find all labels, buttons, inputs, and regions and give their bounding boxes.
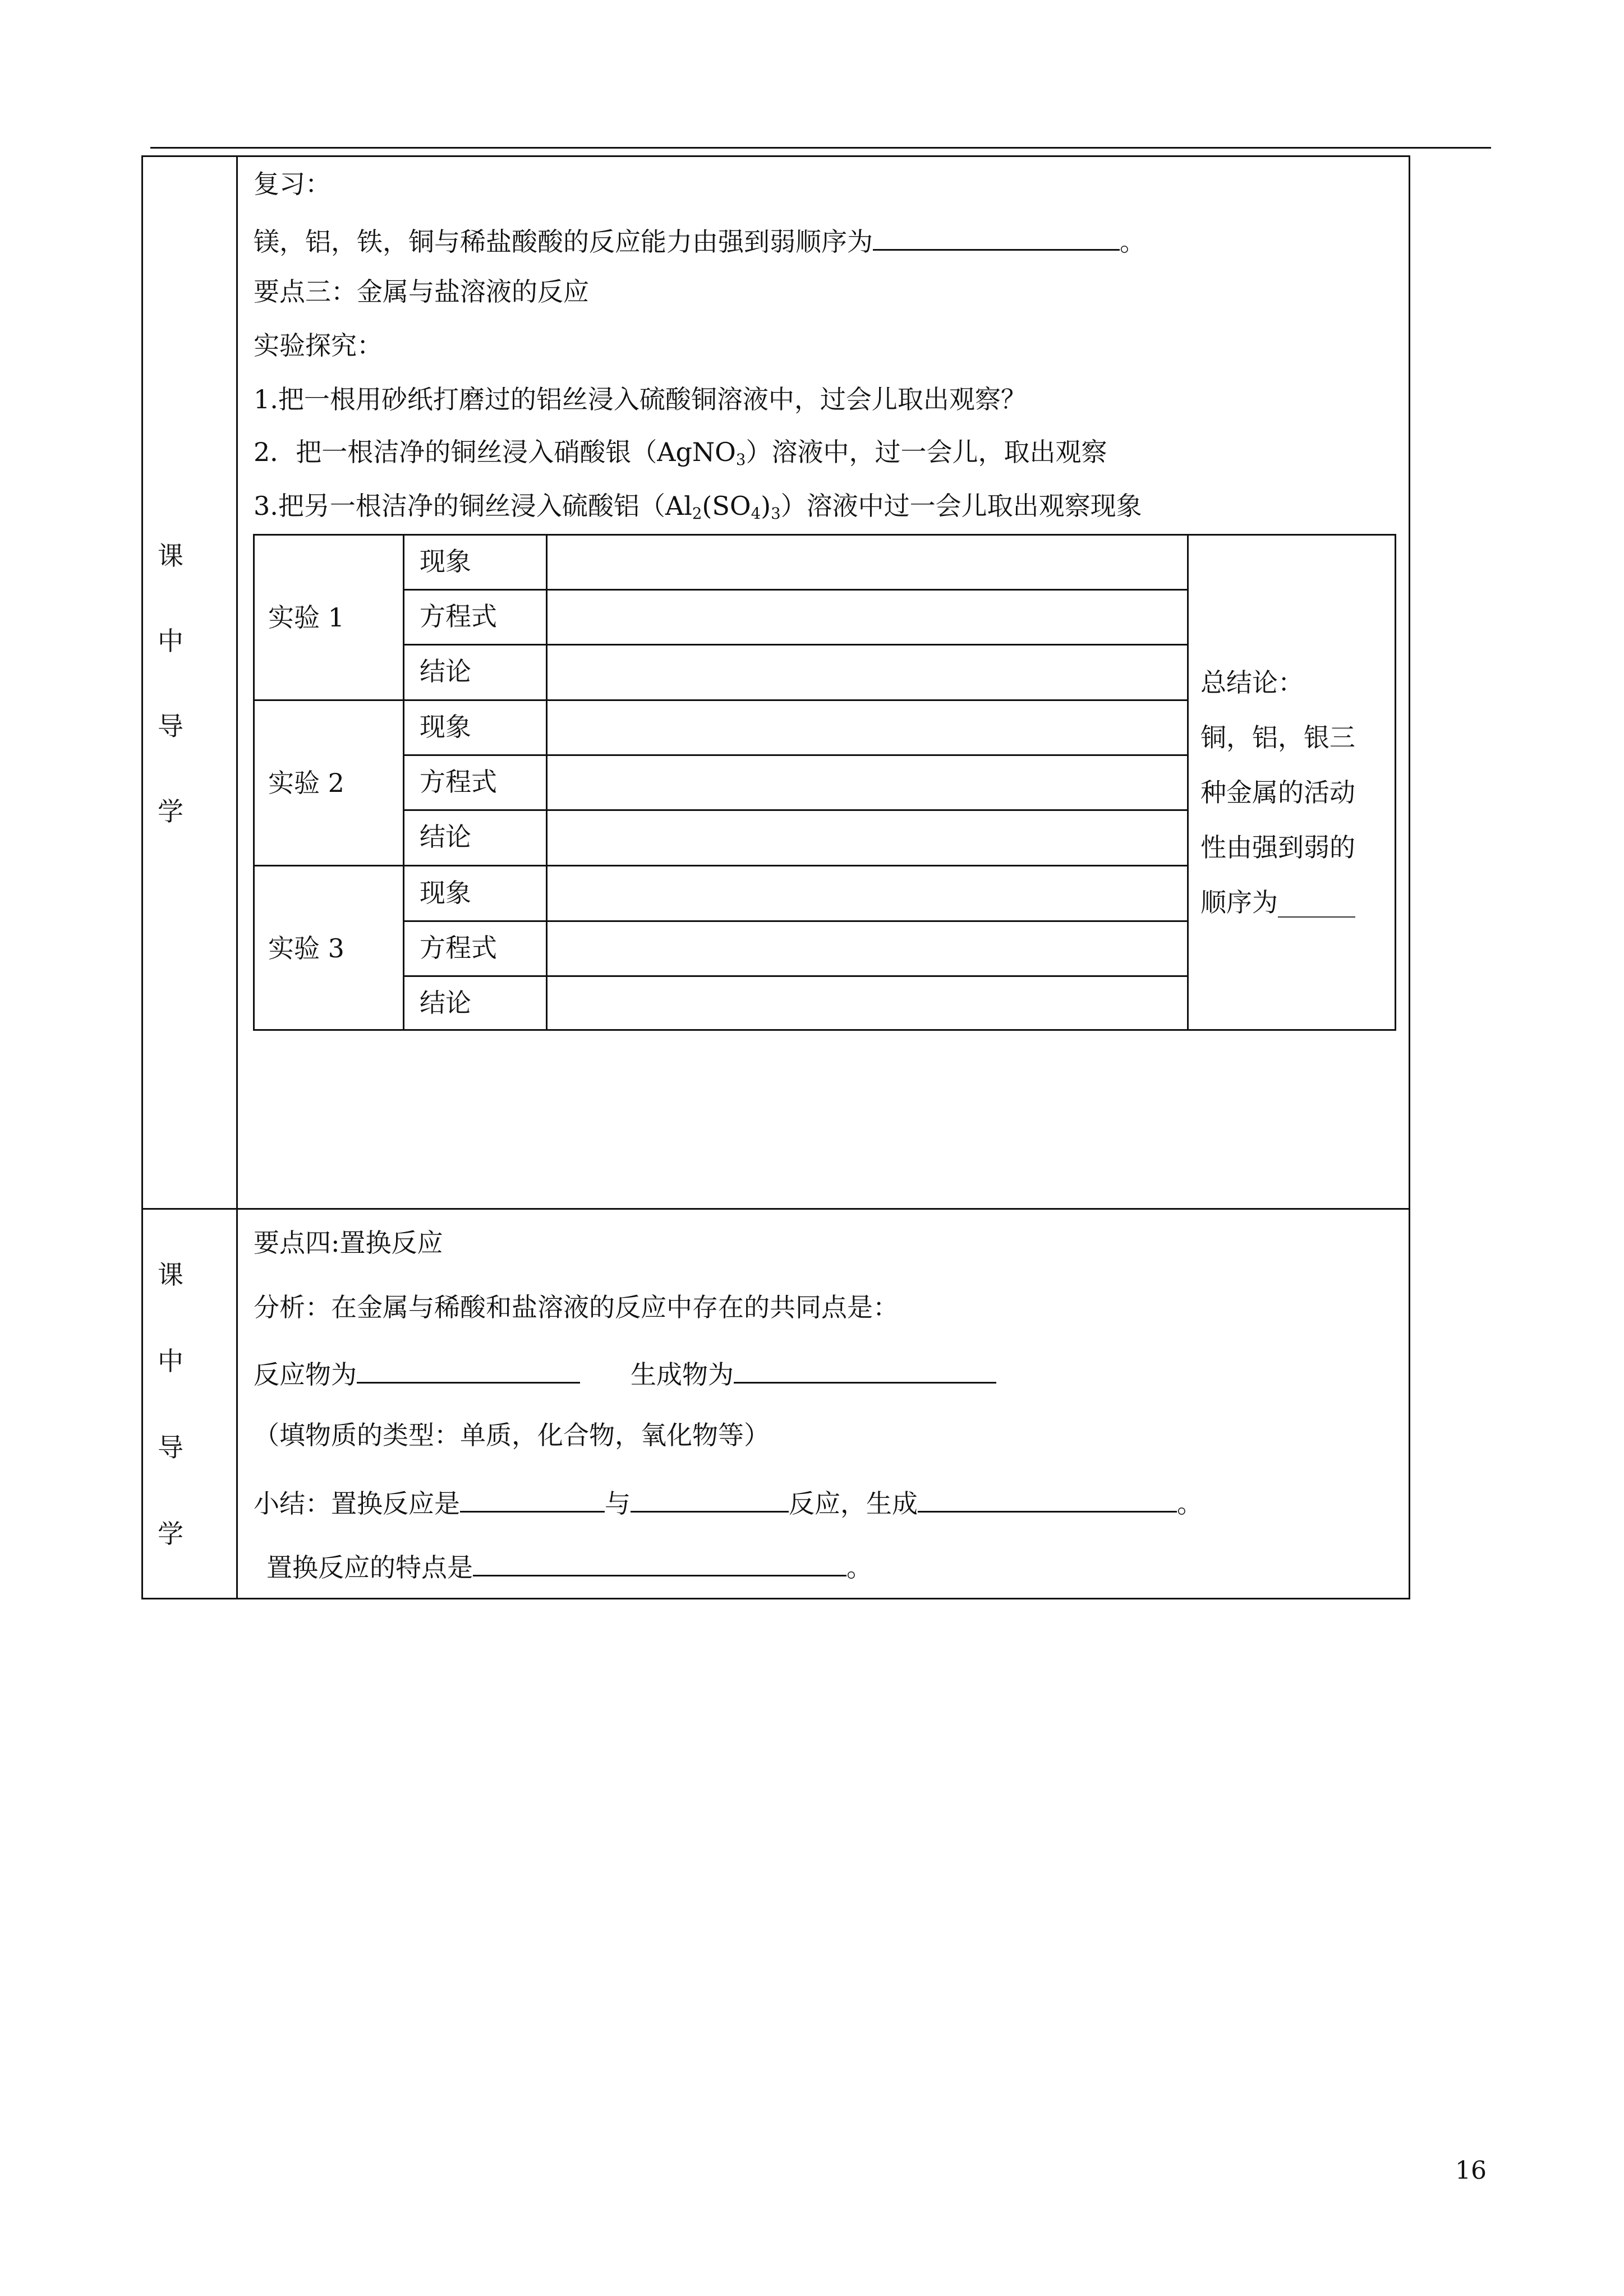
- step-3-sub-1: 2: [692, 504, 702, 523]
- step-3-mid-2: ): [761, 491, 771, 521]
- step-3-sub-2: 4: [751, 504, 761, 523]
- review-heading: 复习：: [254, 169, 331, 199]
- conclusion-line-5[interactable]: 顺序为______: [1200, 887, 1355, 918]
- section-1-divider: [236, 155, 238, 1210]
- feature-line: [266, 1549, 872, 1583]
- side-label-1-char-2: 中: [158, 626, 183, 656]
- exp2-row-equation: 方程式: [420, 767, 497, 797]
- summary-end: 。: [1177, 1488, 1203, 1519]
- step-2-post: ）溶液中，过一会儿，取出观察: [746, 437, 1107, 467]
- exp2-row-phenomenon: 现象: [420, 712, 471, 742]
- exp3-row-phenomenon: 现象: [420, 878, 471, 908]
- step-3-mid: (SO: [702, 491, 751, 521]
- side-label-2-char-2: 中: [158, 1346, 183, 1376]
- exp2-phenomenon-answer[interactable]: [549, 701, 1186, 753]
- exp1-row-equation: 方程式: [420, 601, 497, 631]
- step-1: 1.把一根用砂纸打磨过的铝丝浸入硫酸铜溶液中，过会儿取出观察？: [254, 384, 1027, 414]
- exp2-equation-answer[interactable]: [549, 756, 1186, 808]
- summary-with: 与: [605, 1488, 631, 1519]
- question-1: [254, 223, 1145, 257]
- point-3-heading: 要点三：金属与盐溶液的反应: [254, 276, 589, 307]
- side-label-1-char-1: 课: [158, 541, 183, 571]
- table-col-line-2: [546, 534, 548, 1031]
- step-2: [254, 437, 1107, 467]
- side-label-1-char-3: 导: [158, 711, 183, 741]
- exp2-row-conclusion: 结论: [420, 822, 471, 852]
- reactants-line: [254, 1356, 996, 1390]
- step-2-pre: 2．把一根洁净的铜丝浸入硝酸银（AgNO: [254, 437, 736, 467]
- conclusion-line-3: 种金属的活动: [1200, 777, 1355, 808]
- explore-heading: 实验探究：: [254, 330, 383, 361]
- section-2-box: [141, 1208, 1410, 1599]
- table-col-line-3: [1187, 534, 1189, 1031]
- step-2-sub: 3: [735, 450, 746, 469]
- step-3: [254, 491, 1142, 521]
- exp3-phenomenon-answer[interactable]: [549, 866, 1186, 919]
- summary-blank-3[interactable]: [918, 1485, 1177, 1513]
- reactants-label: 反应物为: [254, 1359, 357, 1390]
- exp3-row-conclusion: 结论: [420, 988, 471, 1018]
- products-label: 生成物为: [631, 1359, 734, 1390]
- question-1-blank[interactable]: [873, 223, 1120, 251]
- point-4-heading: 要点四:置换反应: [254, 1228, 443, 1258]
- exp1-row-phenomenon: 现象: [420, 546, 471, 577]
- experiment-3-name: 实验 3: [268, 933, 344, 963]
- experiment-1-name: 实验 1: [268, 602, 344, 633]
- question-1-end: 。: [1120, 227, 1145, 257]
- conclusion-line-1: 总结论：: [1200, 667, 1304, 698]
- summary-line: [254, 1485, 1203, 1519]
- step-3-post: ）溶液中过一会儿取出观察现象: [780, 491, 1142, 521]
- summary-react: 反应，生成: [789, 1488, 918, 1519]
- summary-blank-1[interactable]: [460, 1485, 605, 1513]
- side-label-2-char-4: 学: [158, 1519, 183, 1549]
- exp2-conclusion-answer[interactable]: [549, 811, 1186, 863]
- header-rule: [150, 147, 1491, 149]
- summary-pre: 小结：置换反应是: [254, 1488, 460, 1519]
- feature-end: 。: [846, 1552, 872, 1583]
- exp3-row-equation: 方程式: [420, 933, 497, 963]
- exp1-conclusion-answer[interactable]: [549, 646, 1186, 698]
- step-3-pre: 3.把另一根洁净的铜丝浸入硫酸铝（Al: [254, 491, 692, 521]
- feature-pre: 置换反应的特点是: [266, 1552, 473, 1583]
- conclusion-line-4: 性由强到弱的: [1200, 832, 1355, 863]
- analysis-text: 分析：在金属与稀酸和盐溶液的反应中存在的共同点是：: [254, 1292, 899, 1322]
- side-label-2-char-1: 课: [158, 1260, 183, 1290]
- overall-conclusion: [1200, 655, 1386, 930]
- section-2-divider: [236, 1208, 238, 1599]
- type-hint: （填物质的类型：单质，化合物，氧化物等）: [254, 1420, 770, 1450]
- experiment-2-name: 实验 2: [268, 768, 344, 798]
- exp3-conclusion-answer[interactable]: [549, 977, 1186, 1029]
- exp1-phenomenon-answer[interactable]: [549, 536, 1186, 588]
- conclusion-line-2: 铜，铝，银三: [1200, 722, 1355, 753]
- exp1-row-conclusion: 结论: [420, 656, 471, 686]
- reactants-blank[interactable]: [357, 1356, 580, 1384]
- table-col-line-1: [403, 534, 404, 1031]
- step-3-sub-3: 3: [771, 504, 781, 523]
- exp1-equation-answer[interactable]: [549, 591, 1186, 643]
- side-label-2-char-3: 导: [158, 1432, 183, 1463]
- products-blank[interactable]: [734, 1356, 996, 1384]
- summary-blank-2[interactable]: [631, 1485, 789, 1513]
- feature-blank[interactable]: [473, 1549, 846, 1576]
- page-number: 16: [1455, 2156, 1487, 2185]
- question-1-text: 镁，铝，铁，铜与稀盐酸酸的反应能力由强到弱顺序为: [254, 227, 873, 257]
- exp3-equation-answer[interactable]: [549, 922, 1186, 974]
- side-label-1-char-4: 学: [158, 796, 183, 827]
